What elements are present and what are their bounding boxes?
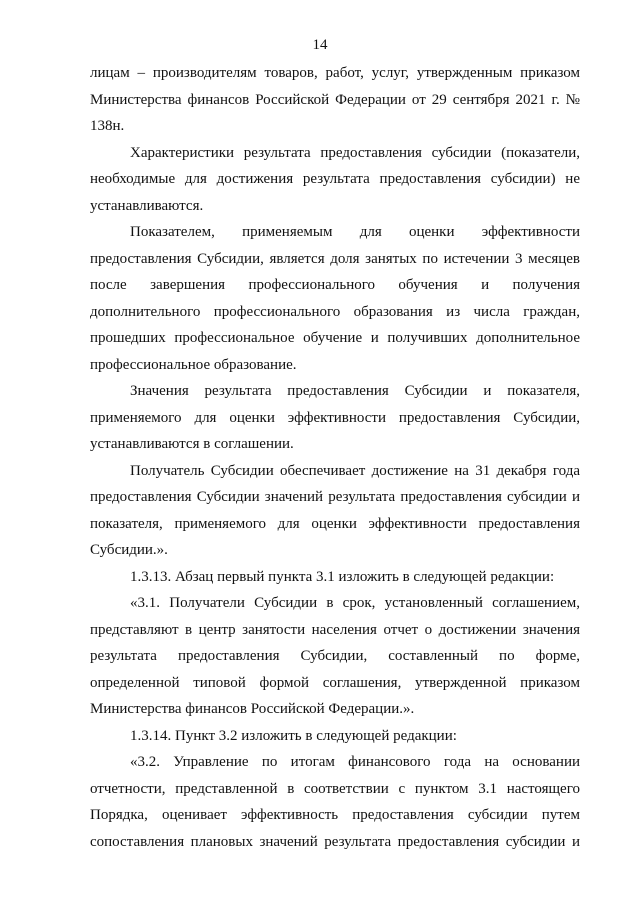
paragraph-clause-3-1: «3.1. Получатели Субсидии в срок, установленный соглашением, представляют в центр занятости населения отчет о достижении значения результата предоставления Субсидии, составленный по форме, определенной типовой формой соглашения, утвержденной приказом Министерства финансов Российской Федерации.».	[90, 595, 580, 717]
paragraph-continuation: лицам – производителям товаров, работ, услуг, утвержденным приказом Министерства финансов Российской Федерации от 29 сентября 2021 г. № 138н.	[90, 65, 580, 134]
paragraph-recipient-obligation: Получатель Субсидии обеспечивает достижение на 31 декабря года предоставления Субсидии значений результата предоставления субсидии и показателя, применяемого для оценки эффективности предоставления Субсидии.».	[90, 462, 580, 558]
paragraph-efficiency-indicator: Показателем, применяемым для оценки эффективности предоставления Субсидии, является доля занятых по истечении 3 месяцев после завершения профессионального обучения и получения дополнительного профессионального образования из числа граждан, прошедших профессиональное обучение и получивших дополнительное профессиональное образование.	[90, 224, 580, 373]
paragraph-item-1-3-13: 1.3.13. Абзац первый пункта 3.1 изложить в следующей редакции:	[130, 568, 555, 585]
paragraph-clause-3-2: «3.2. Управление по итогам финансового года на основании отчетности, представленной в соответствии с пунктом 3.1 настоящего Порядка, оценивает эффективность предоставления субсидии путем сопоставления плановых значений результата предоставления субсидии и	[90, 754, 580, 850]
page-number: 14	[312, 37, 328, 53]
document-body	[90, 60, 580, 855]
paragraph-values-agreement: Значения результата предоставления Субсидии и показателя, применяемого для оценки эффективности предоставления Субсидии, устанавливаются в соглашении.	[90, 383, 580, 452]
paragraph-result-characteristics: Характеристики результата предоставления субсидии (показатели, необходимые для достижения результата предоставления субсидии) не устанавливаются.	[90, 144, 580, 214]
paragraph-item-1-3-14: 1.3.14. Пункт 3.2 изложить в следующей редакции:	[130, 727, 457, 744]
